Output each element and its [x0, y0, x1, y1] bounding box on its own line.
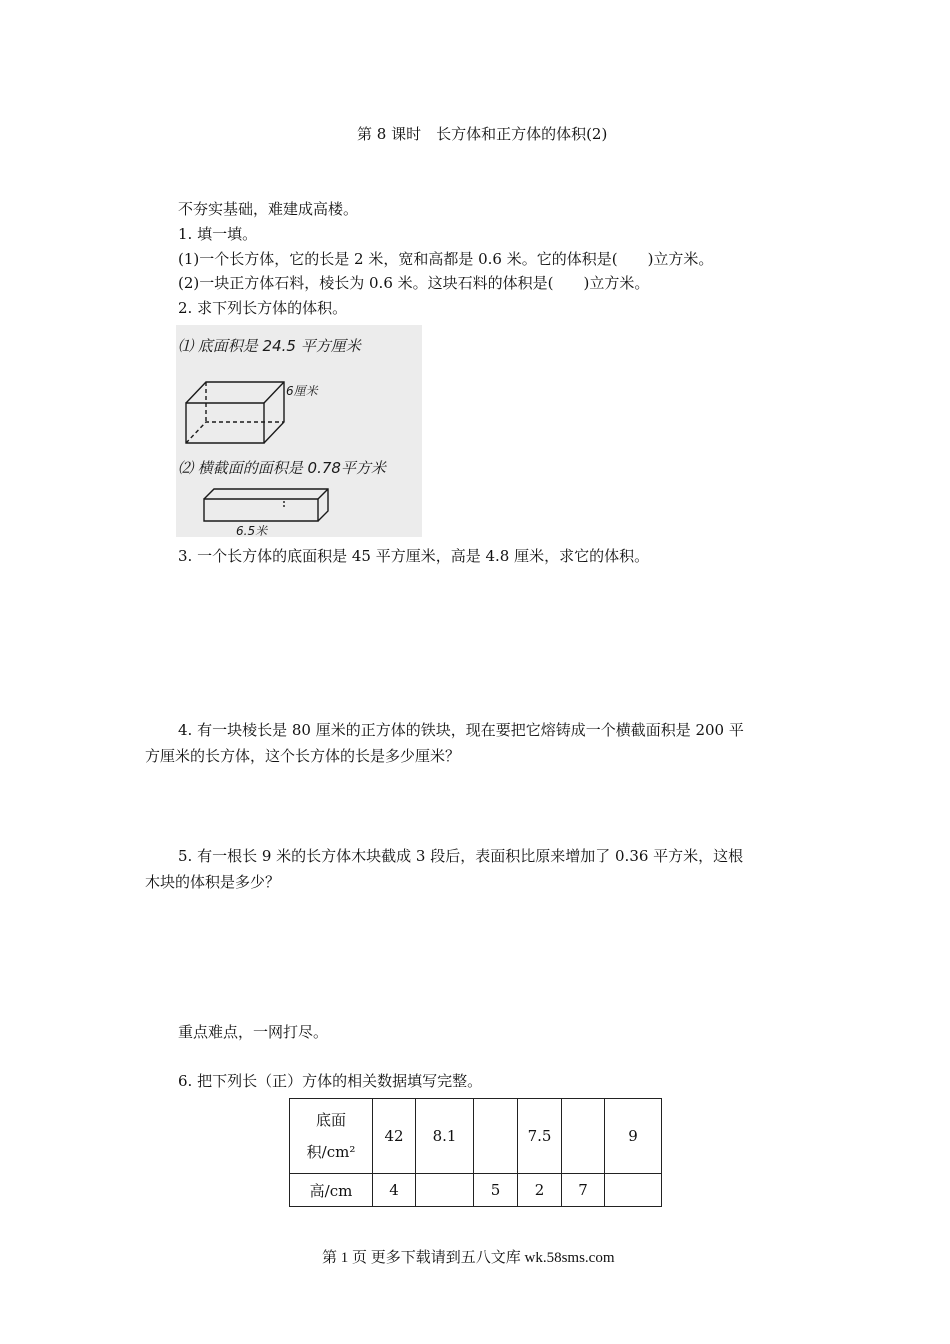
question-5-line-2: 木块的体积是多少？: [145, 873, 281, 891]
page-title: 第 8 课时 长方体和正方体的体积(2): [357, 125, 608, 143]
row-header-height: 高/cm: [290, 1174, 373, 1207]
table-cell[interactable]: [562, 1099, 605, 1174]
row-header-base-area-line-2: 积/cm²: [306, 1143, 356, 1161]
question-6-label: 6. 把下列长（正）方体的相关数据填写完整。: [178, 1072, 483, 1090]
table-cell[interactable]: [416, 1174, 474, 1207]
figure-part-1-height: 6厘米: [286, 384, 318, 398]
row-header-base-area: [290, 1099, 373, 1174]
table-cell[interactable]: [474, 1099, 518, 1174]
table-row: [290, 1174, 662, 1207]
data-table: [289, 1098, 662, 1207]
cuboid-drawings: [176, 325, 422, 537]
question-3: 3. 一个长方体的底面积是 45 平方厘米，高是 4.8 厘米，求它的体积。: [178, 547, 650, 565]
table-cell[interactable]: 4: [373, 1174, 416, 1207]
table-cell[interactable]: 5: [474, 1174, 518, 1207]
question-4-line-1: 4. 有一块棱长是 80 厘米的正方体的铁块，现在要把它熔铸成一个横截面积是 200 平: [178, 721, 744, 739]
question-4-line-2: 方厘米的长方体，这个长方体的长是多少厘米？: [145, 747, 461, 765]
question-1-item-1: (1)一个长方体，它的长是 2 米，宽和高都是 0.6 米。它的体积是( )立方米。: [178, 250, 714, 268]
table-cell[interactable]: 7.5: [518, 1099, 562, 1174]
row-header-base-area-line-1: 底面: [315, 1111, 346, 1129]
question-1-item-2: (2)一块正方体石料，棱长为 0.6 米。这块石料的体积是( )立方米。: [178, 274, 650, 292]
cuboid-1-icon: [186, 382, 284, 443]
cuboid-photo-figure: [176, 325, 422, 537]
section-heading-key-points: 重点难点，一网打尽。: [178, 1023, 329, 1041]
figure-part-1-label: ⑴ 底面积是 24.5 平方厘米: [178, 337, 361, 355]
table-cell[interactable]: 8.1: [416, 1099, 474, 1174]
page-footer: 第 1 页 更多下载请到五八文库 wk.58sms.com: [322, 1250, 615, 1266]
table-cell[interactable]: 2: [518, 1174, 562, 1207]
figure-part-2-label: ⑵ 横截面的面积是 0.78平方米: [178, 459, 386, 477]
table-cell[interactable]: 9: [605, 1099, 662, 1174]
table-cell[interactable]: 7: [562, 1174, 605, 1207]
table-cell[interactable]: [605, 1174, 662, 1207]
cuboid-2-icon: [204, 489, 328, 521]
table-cell[interactable]: 42: [373, 1099, 416, 1174]
question-1-label: 1. 填一填。: [178, 225, 258, 243]
figure-part-2-length: 6.5米: [236, 524, 268, 537]
section-heading-basics: 不夯实基础，难建成高楼。: [178, 200, 359, 218]
table-row: [290, 1099, 662, 1174]
question-5-line-1: 5. 有一根长 9 米的长方体木块截成 3 段后，表面积比原来增加了 0.36 平方米，这根: [178, 847, 744, 865]
question-2-label: 2. 求下列长方体的体积。: [178, 299, 348, 317]
